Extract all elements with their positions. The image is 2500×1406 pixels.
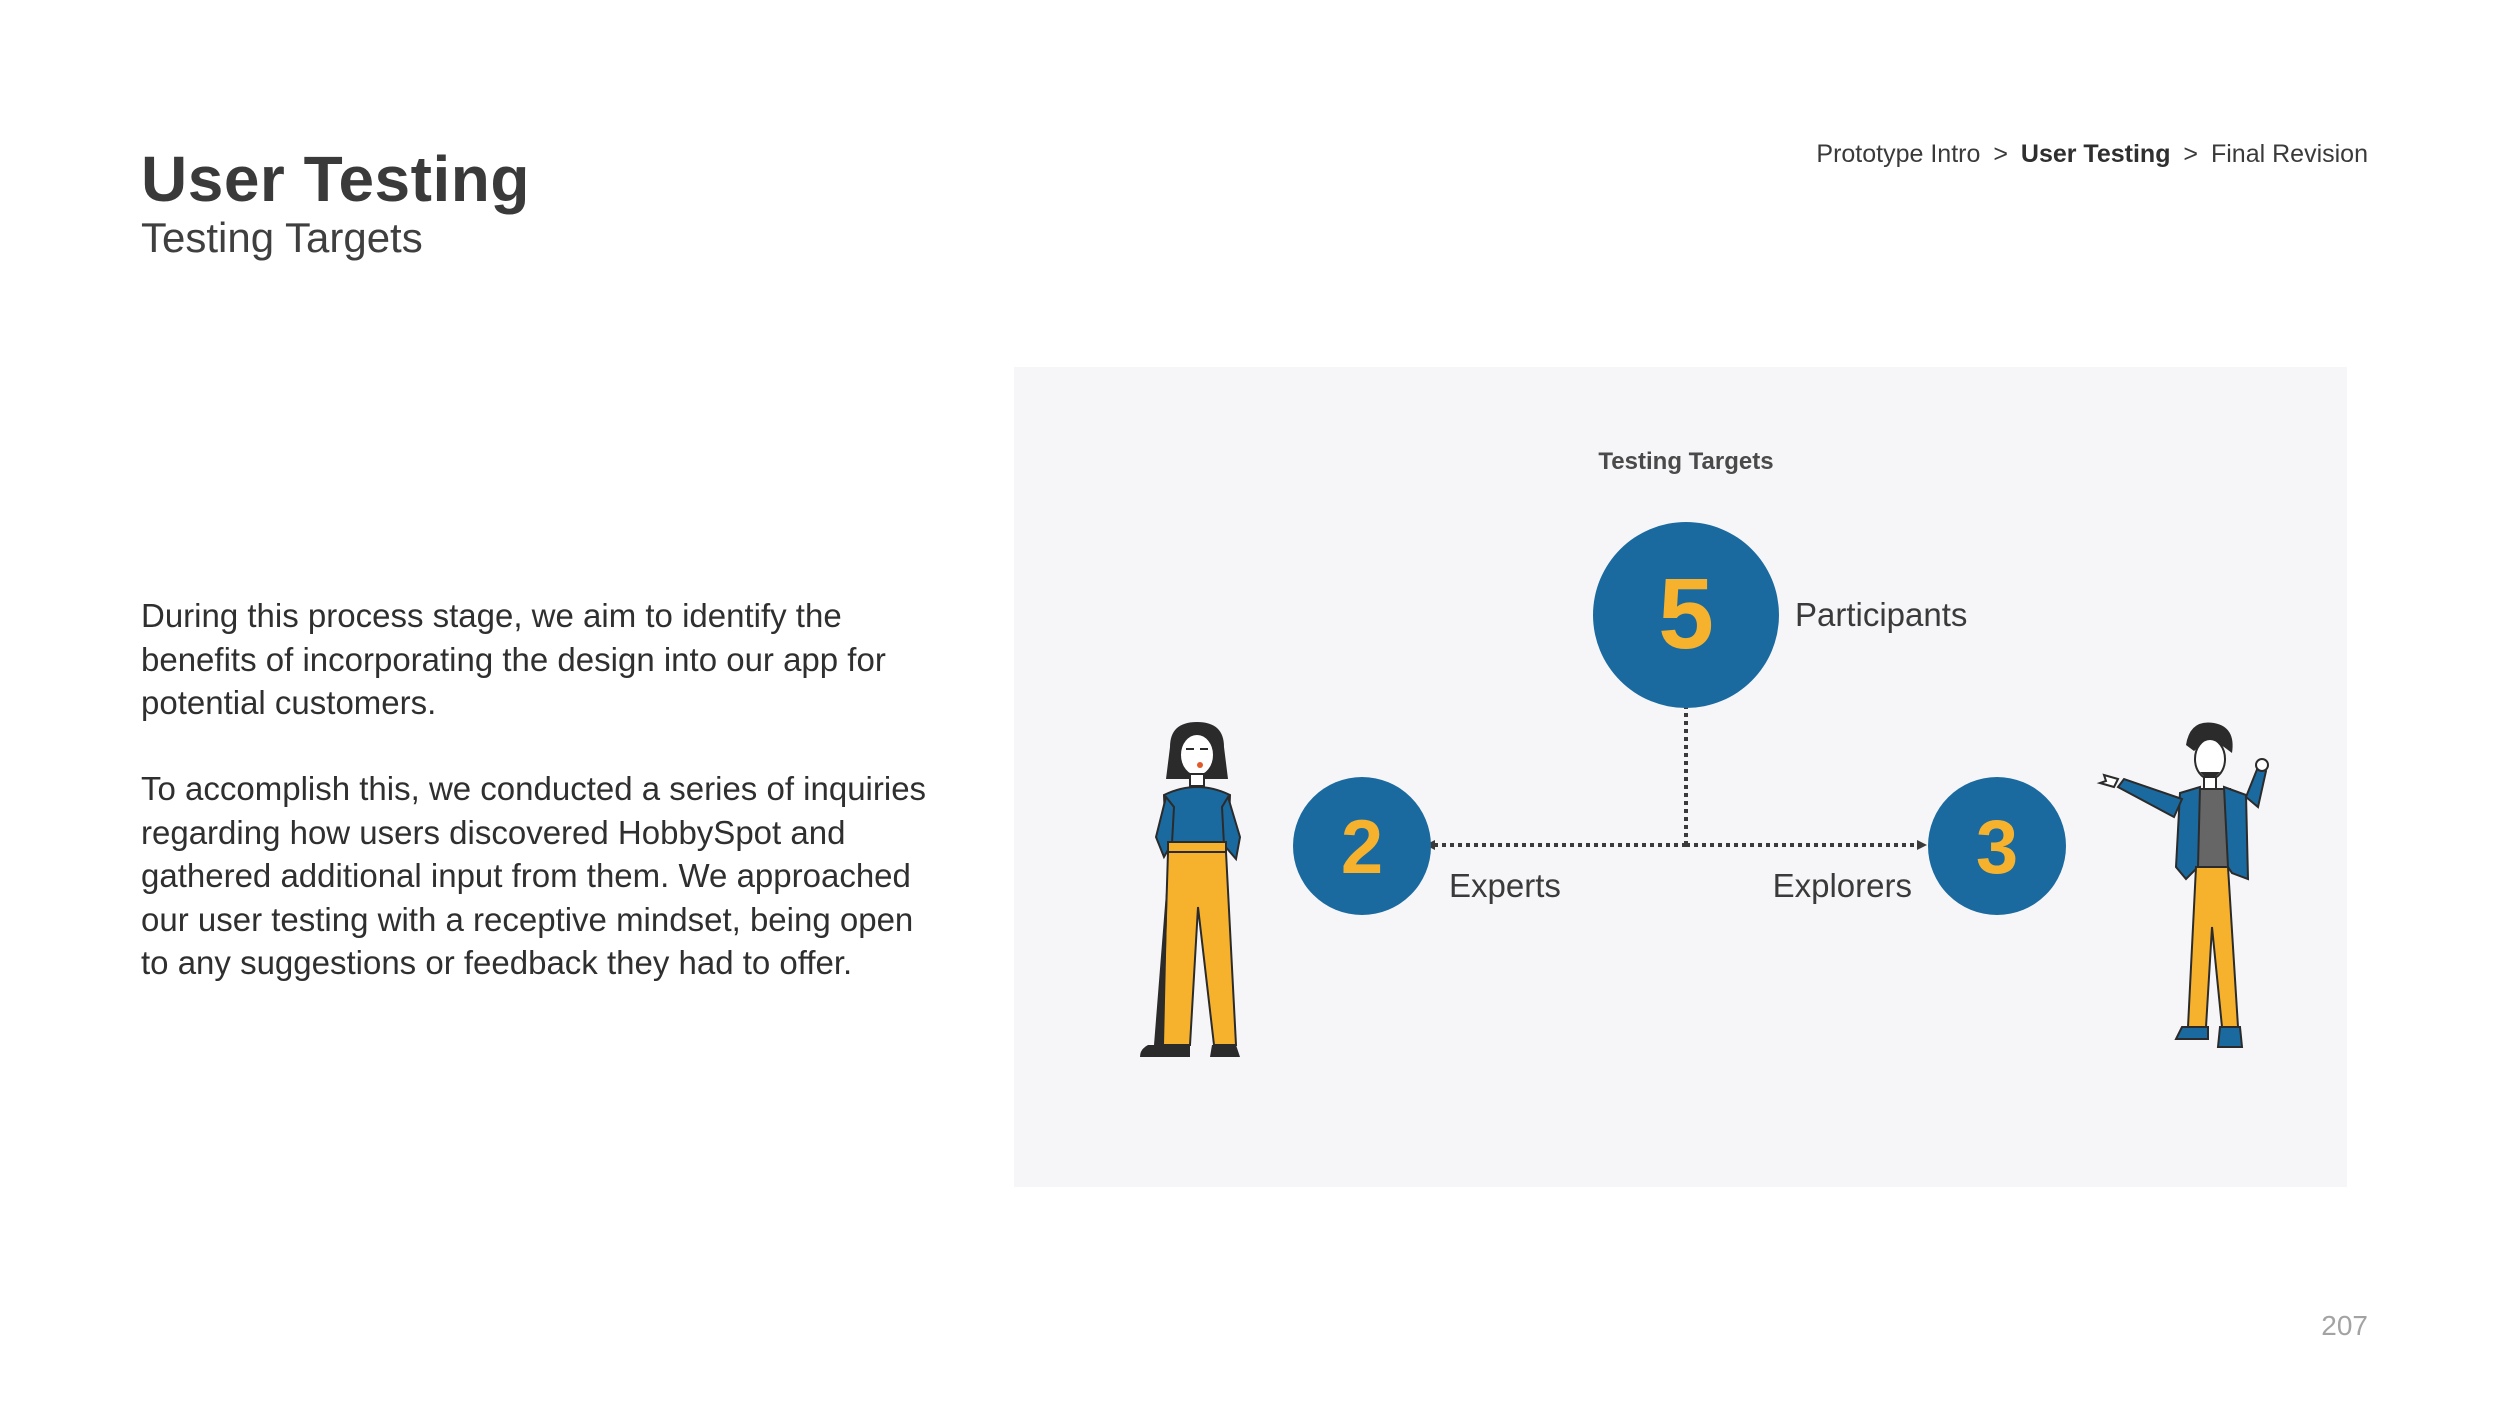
testing-targets-diagram bbox=[1014, 367, 2347, 1187]
node-value: 5 bbox=[1658, 558, 1714, 670]
node-experts bbox=[1293, 777, 1561, 915]
body-paragraph-1: During this process stage, we aim to identify the benefits of incorporating the design into our app for potential customers. bbox=[141, 597, 886, 721]
breadcrumb-separator: > bbox=[1993, 140, 2008, 168]
page-title: User Testing bbox=[141, 143, 530, 215]
node-participants bbox=[1593, 522, 1967, 708]
body-paragraph-2: To accomplish this, we conducted a series of inquiries regarding how users discovered HobbySpot and gathered additional input from them. We approached our user testing with a receptive mindset, being open to any suggestions or feedback they had to offer. bbox=[141, 770, 927, 981]
node-label: Explorers bbox=[1772, 867, 1912, 904]
page-number: 207 bbox=[2321, 1310, 2368, 1341]
diagram-panel bbox=[1014, 367, 2347, 1187]
breadcrumb-item-final-revision[interactable]: Final Revision bbox=[2210, 140, 2368, 168]
breadcrumb-item-user-testing[interactable]: User Testing bbox=[2020, 140, 2171, 168]
man-pointing-illustration bbox=[2100, 722, 2268, 1047]
page-subtitle: Testing Targets bbox=[141, 214, 423, 261]
breadcrumb-item-prototype-intro[interactable]: Prototype Intro bbox=[1816, 140, 1981, 168]
node-value: 3 bbox=[1975, 805, 2019, 890]
breadcrumb bbox=[1816, 140, 2368, 169]
node-value: 2 bbox=[1340, 805, 1384, 890]
breadcrumb-separator: > bbox=[2183, 140, 2199, 168]
woman-standing-illustration bbox=[1140, 722, 1240, 1057]
diagram-title: Testing Targets bbox=[1598, 448, 1774, 475]
node-label: Participants bbox=[1795, 596, 1968, 633]
node-label: Experts bbox=[1449, 867, 1561, 904]
